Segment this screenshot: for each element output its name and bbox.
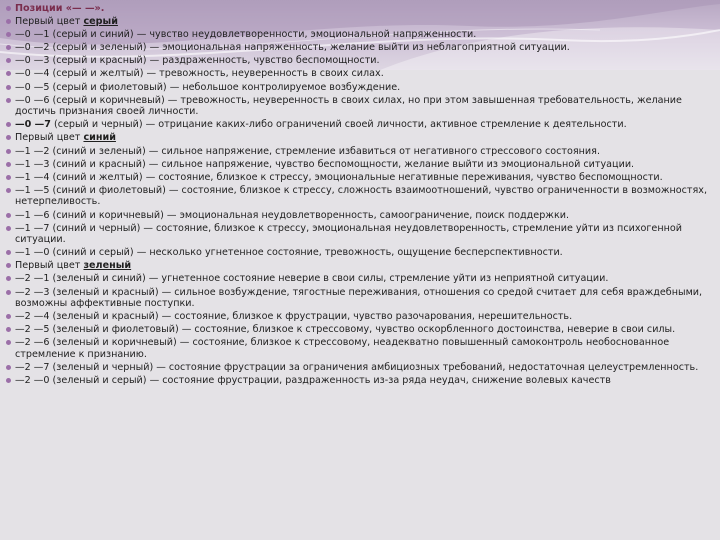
bullet-icon xyxy=(6,98,11,103)
list-item xyxy=(6,247,714,259)
list-item xyxy=(6,375,714,387)
section-heading xyxy=(6,260,714,272)
list-item xyxy=(6,82,714,94)
section-color: серый xyxy=(83,16,118,28)
bullet-icon xyxy=(6,85,11,90)
list-item xyxy=(6,287,714,310)
bullet-icon xyxy=(6,276,11,281)
bullet-icon xyxy=(6,263,11,268)
position-code: —0 —7 xyxy=(15,119,51,131)
bullet-icon xyxy=(6,6,11,11)
list-item xyxy=(6,185,714,208)
position-code: —1 —3 xyxy=(15,158,50,170)
bullet-icon xyxy=(6,250,11,255)
list-item xyxy=(6,29,714,41)
section-heading xyxy=(6,16,714,28)
list-item xyxy=(6,210,714,222)
section-lead: Первый цвет xyxy=(15,132,81,144)
position-description: (серый и синий) — чувство неудовлетворенности, эмоциональной напряженности. xyxy=(52,29,477,41)
bullet-icon xyxy=(6,314,11,319)
position-description: (зеленый и коричневый) — состояние, близкое к стрессовому, неадекватно повышенный самоконтроль необоснованное стремление к признанию. xyxy=(15,337,670,361)
bullet-icon xyxy=(6,32,11,37)
text-content xyxy=(6,3,714,388)
heading-item xyxy=(6,3,714,15)
list-item xyxy=(6,95,714,118)
position-code: —1 —7 xyxy=(15,222,50,234)
position-description: (синий и коричневый) — эмоциональная неудовлетворенность, самоограничение, поиск поддержки. xyxy=(52,209,570,221)
section-color: зеленый xyxy=(83,260,132,272)
position-code: —0 —2 xyxy=(15,42,50,54)
position-code: —0 —6 xyxy=(15,94,50,106)
position-description: (синий и черный) — состояние, близкое к стрессу, эмоциональная неудовлетворенность, стремление уйти из психогенной ситуации. xyxy=(15,222,682,246)
section-lead: Первый цвет xyxy=(15,16,81,28)
position-description: (серый и желтый) — тревожность, неуверенность в своих силах. xyxy=(52,68,384,80)
position-description: (синий и серый) — несколько угнетенное состояние, тревожность, ощущение бесперспективности. xyxy=(52,247,563,259)
position-code: —2 —5 xyxy=(15,324,50,336)
section-heading xyxy=(6,132,714,144)
position-code: —1 —2 xyxy=(15,145,50,157)
list-item xyxy=(6,324,714,336)
list-item xyxy=(6,311,714,323)
section-lead: Первый цвет xyxy=(15,260,81,272)
bullet-icon xyxy=(6,188,11,193)
position-code: —1 —6 xyxy=(15,209,50,221)
position-code: —2 —7 xyxy=(15,362,50,374)
position-description: (серый и красный) — раздраженность, чувство беспомощности. xyxy=(52,55,380,67)
position-description: (синий и фиолетовый) — состояние, близкое к стрессу, сложность взаимоотношений, чувство ограниченности в возможностях, нетерпеливость. xyxy=(15,184,707,208)
bullet-icon xyxy=(6,213,11,218)
position-code: —0 —3 xyxy=(15,55,50,67)
list-item xyxy=(6,119,714,131)
bullet-icon xyxy=(6,122,11,127)
page-title: Позиции «— —». xyxy=(15,3,105,14)
section-color: синий xyxy=(83,132,116,144)
bullet-icon xyxy=(6,226,11,231)
position-description: (зеленый и синий) — угнетенное состояние неверие в свои силы, стремление уйти из неприятной ситуации. xyxy=(52,273,609,285)
position-description: (зеленый и красный) — сильное возбуждение, тягостные переживания, отношения со средой считает для себя враждебными, возможны аффективные поступки. xyxy=(15,286,703,310)
position-code: —0 —5 xyxy=(15,81,50,93)
list-item xyxy=(6,159,714,171)
position-description: (зеленый и черный) — состояние фрустрации за ограничения амбициозных требований, недостаточная целеустремленность. xyxy=(52,362,699,374)
bullet-icon xyxy=(6,290,11,295)
bullet-icon xyxy=(6,149,11,154)
position-code: —2 —3 xyxy=(15,286,50,298)
item-list xyxy=(6,16,714,387)
position-code: —2 —0 xyxy=(15,375,50,387)
list-item xyxy=(6,337,714,360)
position-description: (серый и зеленый) — эмоциональная напряженность, желание выйти из неблагоприятной ситуации. xyxy=(52,42,570,54)
position-description: (серый и фиолетовый) — небольшое контролируемое возбуждение. xyxy=(52,81,401,93)
bullet-icon xyxy=(6,175,11,180)
position-code: —2 —6 xyxy=(15,337,50,349)
position-description: (серый и коричневый) — тревожность, неуверенность в своих силах, но при этом завышенная требовательность, желание достичь признания своей личности. xyxy=(15,94,682,118)
position-description: (зеленый и серый) — состояние фрустрации, раздраженность из-за ряда неудач, снижение волевых качеств xyxy=(52,375,611,387)
list-item xyxy=(6,146,714,158)
position-code: —1 —0 xyxy=(15,247,50,259)
position-description: (синий и красный) — сильное напряжение, чувство беспомощности, желание выйти из эмоциональной ситуации. xyxy=(52,158,635,170)
list-item xyxy=(6,223,714,246)
position-description: (зеленый и фиолетовый) — состояние, близкое к стрессовому, чувство оскорбленного достоинства, неверие в свои силы. xyxy=(52,324,676,336)
bullet-icon xyxy=(6,162,11,167)
position-code: —1 —4 xyxy=(15,171,50,183)
position-description: (синий и желтый) — состояние, близкое к стрессу, эмоциональные негативные переживания, чувство беспомощности. xyxy=(52,171,663,183)
bullet-icon xyxy=(6,340,11,345)
list-item xyxy=(6,55,714,67)
bullet-icon xyxy=(6,135,11,140)
bullet-icon xyxy=(6,19,11,24)
bullet-icon xyxy=(6,378,11,383)
list-item xyxy=(6,68,714,80)
position-description: (серый и черный) — отрицание каких-либо ограничений своей личности, активное стремление к деятельности. xyxy=(53,119,627,131)
bullet-icon xyxy=(6,327,11,332)
position-code: —0 —4 xyxy=(15,68,50,80)
position-code: —0 —1 xyxy=(15,29,50,41)
position-description: (синий и зеленый) — сильное напряжение, стремление избавиться от негативного стрессового состояния. xyxy=(52,145,600,157)
bullet-icon xyxy=(6,45,11,50)
position-code: —1 —5 xyxy=(15,184,50,196)
position-code: —2 —4 xyxy=(15,311,50,323)
bullet-icon xyxy=(6,71,11,76)
position-description: (зеленый и красный) — состояние, близкое к фрустрации, чувство разочарования, нерешительность. xyxy=(52,311,573,323)
list-item xyxy=(6,172,714,184)
position-code: —2 —1 xyxy=(15,273,50,285)
bullet-icon xyxy=(6,365,11,370)
list-item xyxy=(6,273,714,285)
bullet-icon xyxy=(6,58,11,63)
list-item xyxy=(6,42,714,54)
list-item xyxy=(6,362,714,374)
